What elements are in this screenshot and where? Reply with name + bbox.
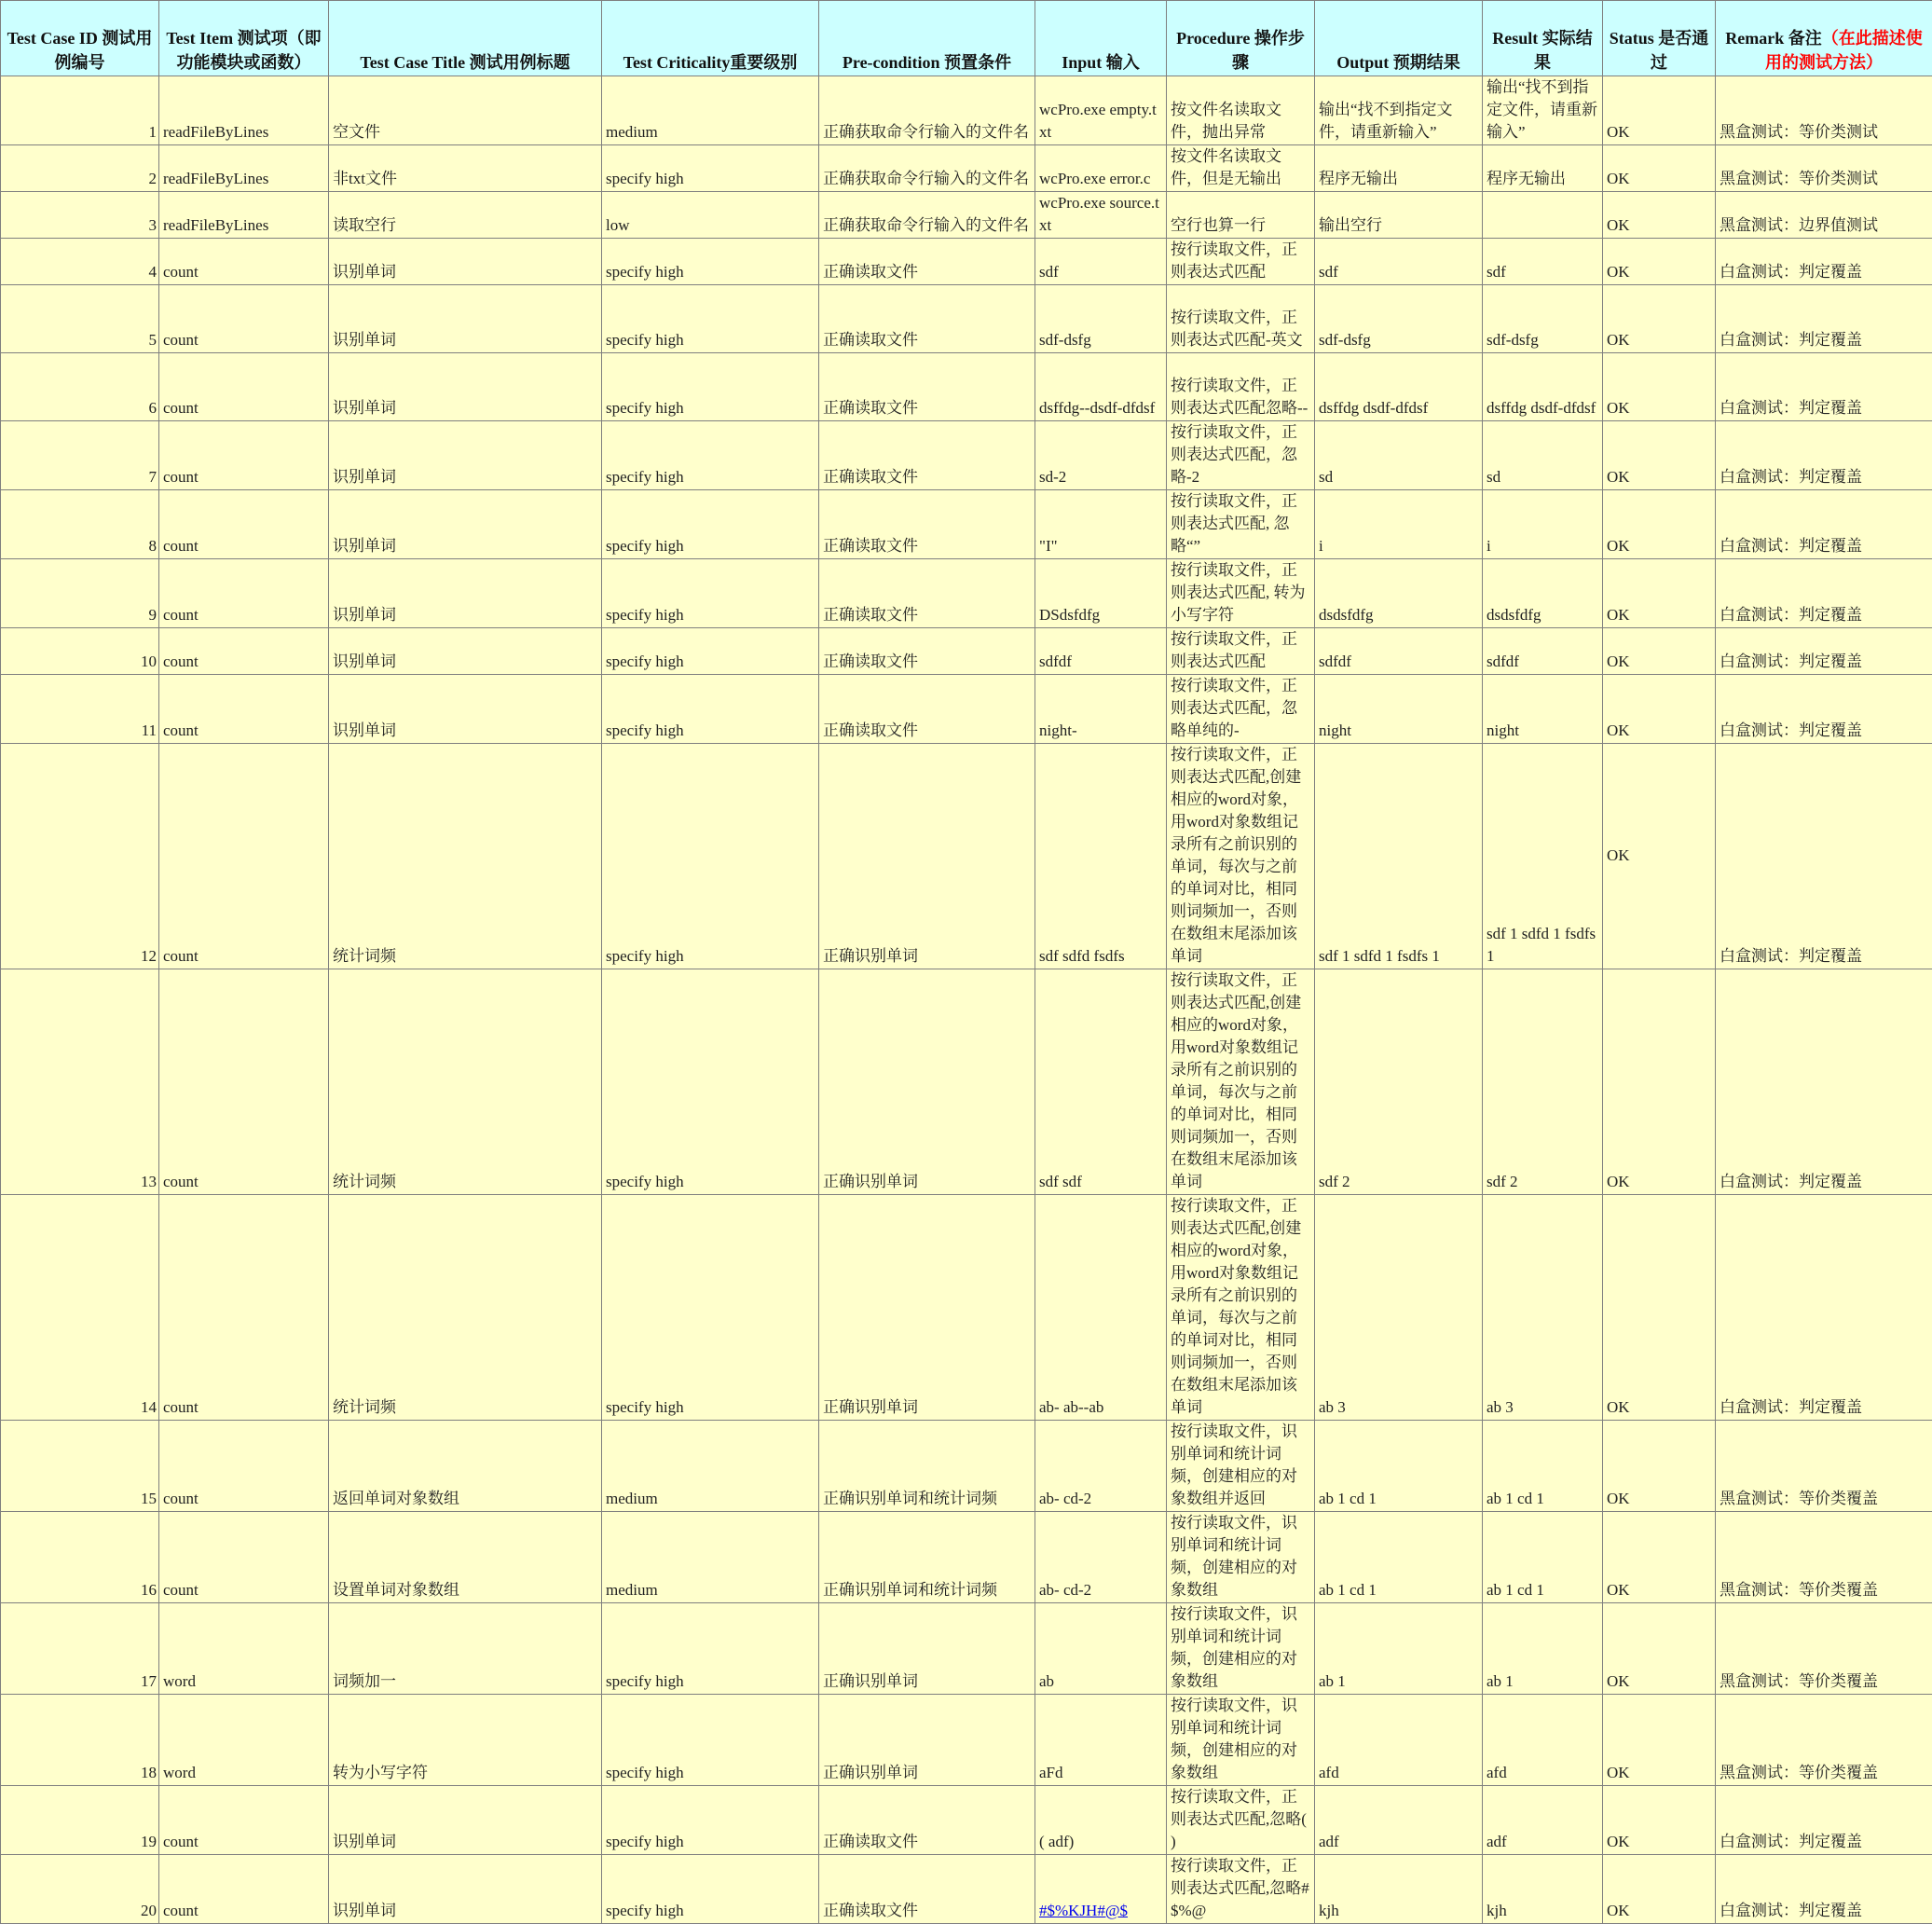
header-criticality[interactable]: Test Criticality重要级别 bbox=[602, 1, 819, 76]
cell-test-item[interactable]: count bbox=[159, 675, 329, 744]
cell-result[interactable]: dsdsfdfg bbox=[1483, 559, 1603, 628]
cell-result[interactable]: sdf bbox=[1483, 239, 1603, 285]
cell-precondition[interactable]: 正确识别单词 bbox=[819, 744, 1035, 969]
cell-test-case-id[interactable]: 5 bbox=[1, 285, 159, 353]
cell-precondition[interactable]: 正确读取文件 bbox=[819, 559, 1035, 628]
cell-input[interactable]: night- bbox=[1035, 675, 1167, 744]
cell-test-case-title[interactable]: 统计词频 bbox=[329, 969, 602, 1195]
cell-output[interactable]: 输出空行 bbox=[1315, 192, 1483, 239]
cell-status[interactable]: OK bbox=[1603, 1603, 1716, 1695]
cell-status[interactable]: OK bbox=[1603, 559, 1716, 628]
cell-remark[interactable]: 黑盒测试：等价类测试 bbox=[1716, 145, 1932, 192]
table-row bbox=[1, 285, 1932, 353]
cell-criticality[interactable]: medium bbox=[602, 1421, 819, 1512]
cell-output[interactable]: sdfdf bbox=[1315, 628, 1483, 675]
cell-test-case-title[interactable]: 识别单词 bbox=[329, 675, 602, 744]
cell-result[interactable]: ab 1 cd 1 bbox=[1483, 1512, 1603, 1603]
cell-output[interactable]: adf bbox=[1315, 1786, 1483, 1855]
cell-status[interactable]: OK bbox=[1603, 628, 1716, 675]
cell-criticality[interactable]: specify high bbox=[602, 421, 819, 490]
cell-output[interactable]: i bbox=[1315, 490, 1483, 559]
cell-input[interactable]: DSdsfdfg bbox=[1035, 559, 1167, 628]
cell-result[interactable]: sd bbox=[1483, 421, 1603, 490]
cell-remark[interactable]: 白盒测试：判定覆盖 bbox=[1716, 239, 1932, 285]
cell-criticality[interactable]: medium bbox=[602, 1512, 819, 1603]
cell-procedure[interactable]: 按行读取文件，正则表达式匹配,创建相应的word对象，用word对象数组记录所有之前识别的单词，每次与之前的单词对比，相同则词频加一，否则在数组末尾添加该单词 bbox=[1167, 1195, 1315, 1421]
header-test-item[interactable]: Test Item 测试项（即功能模块或函数） bbox=[159, 1, 329, 76]
cell-criticality[interactable]: specify high bbox=[602, 239, 819, 285]
cell-precondition[interactable]: 正确识别单词 bbox=[819, 1695, 1035, 1786]
cell-status[interactable]: OK bbox=[1603, 1421, 1716, 1512]
cell-procedure[interactable]: 按行读取文件，识别单词和统计词频，创建相应的对象数组 bbox=[1167, 1603, 1315, 1695]
cell-precondition[interactable]: 正确读取文件 bbox=[819, 239, 1035, 285]
table-row bbox=[1, 1695, 1932, 1786]
cell-result[interactable]: 输出“找不到指定文件，请重新输入” bbox=[1483, 76, 1603, 145]
cell-test-case-id[interactable]: 13 bbox=[1, 969, 159, 1195]
cell-precondition[interactable]: 正确读取文件 bbox=[819, 353, 1035, 421]
cell-test-item[interactable]: count bbox=[159, 285, 329, 353]
cell-result[interactable]: sdf 2 bbox=[1483, 969, 1603, 1195]
cell-output[interactable]: dsdsfdfg bbox=[1315, 559, 1483, 628]
cell-test-case-title[interactable]: 空文件 bbox=[329, 76, 602, 145]
cell-input[interactable]: ab- ab--ab bbox=[1035, 1195, 1167, 1421]
cell-input[interactable]: wcPro.exe source.txt bbox=[1035, 192, 1167, 239]
cell-procedure[interactable]: 按行读取文件，正则表达式匹配，忽略单纯的- bbox=[1167, 675, 1315, 744]
cell-result[interactable]: ab 1 cd 1 bbox=[1483, 1421, 1603, 1512]
cell-output[interactable]: 输出“找不到指定文件，请重新输入” bbox=[1315, 76, 1483, 145]
cell-test-case-title[interactable]: 非txt文件 bbox=[329, 145, 602, 192]
cell-test-case-title[interactable]: 识别单词 bbox=[329, 353, 602, 421]
cell-output[interactable]: 程序无输出 bbox=[1315, 145, 1483, 192]
cell-status[interactable]: OK bbox=[1603, 675, 1716, 744]
cell-test-item[interactable]: count bbox=[159, 559, 329, 628]
cell-test-case-id[interactable]: 1 bbox=[1, 76, 159, 145]
cell-remark[interactable]: 黑盒测试：等价类测试 bbox=[1716, 76, 1932, 145]
cell-test-item[interactable]: word bbox=[159, 1695, 329, 1786]
header-input[interactable]: Input 输入 bbox=[1035, 1, 1167, 76]
cell-precondition[interactable]: 正确识别单词和统计词频 bbox=[819, 1421, 1035, 1512]
cell-input[interactable]: wcPro.exe empty.txt bbox=[1035, 76, 1167, 145]
cell-status[interactable]: OK bbox=[1603, 1855, 1716, 1924]
cell-test-case-title[interactable]: 设置单词对象数组 bbox=[329, 1512, 602, 1603]
header-precondition[interactable]: Pre-condition 预置条件 bbox=[819, 1, 1035, 76]
cell-criticality[interactable]: specify high bbox=[602, 675, 819, 744]
cell-input[interactable]: ( adf) bbox=[1035, 1786, 1167, 1855]
cell-test-case-title[interactable]: 统计词频 bbox=[329, 744, 602, 969]
cell-test-case-id[interactable]: 18 bbox=[1, 1695, 159, 1786]
cell-test-case-title[interactable]: 识别单词 bbox=[329, 490, 602, 559]
cell-test-case-title[interactable]: 转为小写字符 bbox=[329, 1695, 602, 1786]
cell-input[interactable]: sdf sdf bbox=[1035, 969, 1167, 1195]
table-row bbox=[1, 239, 1932, 285]
cell-criticality[interactable]: specify high bbox=[602, 353, 819, 421]
cell-status[interactable]: OK bbox=[1603, 145, 1716, 192]
cell-criticality[interactable]: specify high bbox=[602, 1855, 819, 1924]
cell-output[interactable]: dsffdg dsdf-dfdsf bbox=[1315, 353, 1483, 421]
cell-procedure[interactable]: 按行读取文件，识别单词和统计词频，创建相应的对象数组 bbox=[1167, 1695, 1315, 1786]
cell-test-item[interactable]: count bbox=[159, 1786, 329, 1855]
cell-status[interactable]: OK bbox=[1603, 490, 1716, 559]
cell-criticality[interactable]: specify high bbox=[602, 969, 819, 1195]
cell-result[interactable]: night bbox=[1483, 675, 1603, 744]
cell-test-item[interactable]: count bbox=[159, 969, 329, 1195]
table-row bbox=[1, 353, 1932, 421]
cell-test-case-id[interactable]: 2 bbox=[1, 145, 159, 192]
cell-test-item[interactable]: count bbox=[159, 1421, 329, 1512]
cell-procedure[interactable]: 按行读取文件，正则表达式匹配，忽略-2 bbox=[1167, 421, 1315, 490]
cell-procedure[interactable]: 按行读取文件，正则表达式匹配,忽略#$%@ bbox=[1167, 1855, 1315, 1924]
cell-test-item[interactable]: count bbox=[159, 490, 329, 559]
cell-criticality[interactable]: low bbox=[602, 192, 819, 239]
cell-test-case-id[interactable]: 15 bbox=[1, 1421, 159, 1512]
cell-output[interactable]: afd bbox=[1315, 1695, 1483, 1786]
cell-test-case-id[interactable]: 19 bbox=[1, 1786, 159, 1855]
cell-procedure[interactable]: 按行读取文件，正则表达式匹配,创建相应的word对象，用word对象数组记录所有之前识别的单词，每次与之前的单词对比，相同则词频加一，否则在数组末尾添加该单词 bbox=[1167, 744, 1315, 969]
cell-input[interactable]: sdf sdfd fsdfs bbox=[1035, 744, 1167, 969]
cell-precondition[interactable]: 正确识别单词和统计词频 bbox=[819, 1512, 1035, 1603]
table-row bbox=[1, 76, 1932, 145]
cell-test-item[interactable]: count bbox=[159, 1195, 329, 1421]
cell-status[interactable]: OK bbox=[1603, 1195, 1716, 1421]
cell-remark[interactable]: 黑盒测试：等价类覆盖 bbox=[1716, 1512, 1932, 1603]
cell-remark[interactable]: 白盒测试：判定覆盖 bbox=[1716, 1855, 1932, 1924]
header-output[interactable]: Output 预期结果 bbox=[1315, 1, 1483, 76]
cell-input[interactable]: ab- cd-2 bbox=[1035, 1421, 1167, 1512]
cell-result[interactable]: kjh bbox=[1483, 1855, 1603, 1924]
cell-remark[interactable]: 白盒测试：判定覆盖 bbox=[1716, 285, 1932, 353]
cell-test-case-id[interactable]: 20 bbox=[1, 1855, 159, 1924]
cell-test-item[interactable]: readFileByLines bbox=[159, 192, 329, 239]
cell-criticality[interactable]: specify high bbox=[602, 1195, 819, 1421]
cell-test-case-title[interactable]: 返回单词对象数组 bbox=[329, 1421, 602, 1512]
cell-remark[interactable]: 白盒测试：判定覆盖 bbox=[1716, 353, 1932, 421]
cell-criticality[interactable]: specify high bbox=[602, 285, 819, 353]
cell-test-case-title[interactable]: 识别单词 bbox=[329, 559, 602, 628]
cell-result[interactable] bbox=[1483, 192, 1603, 239]
cell-output[interactable]: ab 1 bbox=[1315, 1603, 1483, 1695]
table-row bbox=[1, 145, 1932, 192]
cell-procedure[interactable]: 按文件名读取文件，抛出异常 bbox=[1167, 76, 1315, 145]
cell-precondition[interactable]: 正确读取文件 bbox=[819, 1786, 1035, 1855]
cell-test-case-id[interactable]: 9 bbox=[1, 559, 159, 628]
cell-status[interactable]: OK bbox=[1603, 969, 1716, 1195]
cell-test-case-title[interactable]: 识别单词 bbox=[329, 239, 602, 285]
table-row bbox=[1, 1603, 1932, 1695]
cell-remark[interactable]: 黑盒测试：等价类覆盖 bbox=[1716, 1421, 1932, 1512]
cell-remark[interactable]: 黑盒测试：边界值测试 bbox=[1716, 192, 1932, 239]
header-remark-main: Remark 备注 bbox=[1725, 29, 1821, 48]
cell-precondition[interactable]: 正确读取文件 bbox=[819, 490, 1035, 559]
cell-criticality[interactable]: specify high bbox=[602, 744, 819, 969]
cell-test-case-title[interactable]: 识别单词 bbox=[329, 1786, 602, 1855]
cell-status[interactable]: OK bbox=[1603, 353, 1716, 421]
cell-test-case-id[interactable]: 10 bbox=[1, 628, 159, 675]
cell-test-item[interactable]: count bbox=[159, 353, 329, 421]
cell-precondition[interactable]: 正确读取文件 bbox=[819, 285, 1035, 353]
header-remark[interactable] bbox=[1716, 1, 1932, 76]
cell-precondition[interactable]: 正确读取文件 bbox=[819, 675, 1035, 744]
cell-remark[interactable]: 白盒测试：判定覆盖 bbox=[1716, 744, 1932, 969]
cell-test-case-id[interactable]: 16 bbox=[1, 1512, 159, 1603]
cell-remark[interactable]: 白盒测试：判定覆盖 bbox=[1716, 1195, 1932, 1421]
cell-result[interactable]: i bbox=[1483, 490, 1603, 559]
cell-result[interactable]: ab 1 bbox=[1483, 1603, 1603, 1695]
cell-remark[interactable]: 白盒测试：判定覆盖 bbox=[1716, 675, 1932, 744]
cell-test-case-id[interactable]: 8 bbox=[1, 490, 159, 559]
cell-output[interactable]: night bbox=[1315, 675, 1483, 744]
cell-status[interactable]: OK bbox=[1603, 239, 1716, 285]
cell-input[interactable]: dsffdg--dsdf-dfdsf bbox=[1035, 353, 1167, 421]
cell-precondition[interactable]: 正确识别单词 bbox=[819, 1195, 1035, 1421]
table-row bbox=[1, 744, 1932, 969]
cell-test-case-id[interactable]: 12 bbox=[1, 744, 159, 969]
cell-test-case-id[interactable]: 14 bbox=[1, 1195, 159, 1421]
cell-criticality[interactable]: specify high bbox=[602, 1603, 819, 1695]
cell-test-case-title[interactable]: 识别单词 bbox=[329, 285, 602, 353]
cell-procedure[interactable]: 按行读取文件，正则表达式匹配-英文 bbox=[1167, 285, 1315, 353]
cell-test-item[interactable]: count bbox=[159, 239, 329, 285]
cell-input[interactable]: sdf bbox=[1035, 239, 1167, 285]
header-remark-note: （在此描述使用的测试方法） bbox=[1765, 29, 1923, 72]
cell-precondition[interactable]: 正确读取文件 bbox=[819, 1855, 1035, 1924]
cell-input[interactable]: aFd bbox=[1035, 1695, 1167, 1786]
cell-test-case-id[interactable]: 3 bbox=[1, 192, 159, 239]
cell-precondition[interactable]: 正确获取命令行输入的文件名 bbox=[819, 192, 1035, 239]
cell-procedure[interactable]: 按行读取文件，正则表达式匹配,创建相应的word对象，用word对象数组记录所有之前识别的单词，每次与之前的单词对比，相同则词频加一，否则在数组末尾添加该单词 bbox=[1167, 969, 1315, 1195]
cell-procedure[interactable]: 空行也算一行 bbox=[1167, 192, 1315, 239]
cell-input[interactable]: ab- cd-2 bbox=[1035, 1512, 1167, 1603]
cell-status[interactable]: OK bbox=[1603, 192, 1716, 239]
cell-remark[interactable]: 白盒测试：判定覆盖 bbox=[1716, 490, 1932, 559]
table-body bbox=[1, 76, 1932, 1924]
header-test-case-id[interactable]: Test Case ID 测试用例编号 bbox=[1, 1, 159, 76]
cell-test-case-id[interactable]: 17 bbox=[1, 1603, 159, 1695]
header-row bbox=[1, 1, 1932, 76]
cell-output[interactable]: ab 3 bbox=[1315, 1195, 1483, 1421]
cell-remark[interactable]: 白盒测试：判定覆盖 bbox=[1716, 969, 1932, 1195]
table-row bbox=[1, 969, 1932, 1195]
cell-status[interactable]: OK bbox=[1603, 285, 1716, 353]
cell-output[interactable]: ab 1 cd 1 bbox=[1315, 1421, 1483, 1512]
table-row bbox=[1, 490, 1932, 559]
cell-input[interactable]: ab bbox=[1035, 1603, 1167, 1695]
cell-output[interactable]: sdf bbox=[1315, 239, 1483, 285]
header-status[interactable]: Status 是否通过 bbox=[1603, 1, 1716, 76]
cell-test-item[interactable]: readFileByLines bbox=[159, 76, 329, 145]
cell-remark[interactable]: 白盒测试：判定覆盖 bbox=[1716, 421, 1932, 490]
cell-criticality[interactable]: specify high bbox=[602, 559, 819, 628]
cell-test-case-id[interactable]: 4 bbox=[1, 239, 159, 285]
cell-procedure[interactable]: 按行读取文件，正则表达式匹配,忽略( ) bbox=[1167, 1786, 1315, 1855]
cell-test-case-title[interactable]: 识别单词 bbox=[329, 628, 602, 675]
table-row bbox=[1, 1512, 1932, 1603]
cell-procedure[interactable]: 按行读取文件，正则表达式匹配, 转为小写字符 bbox=[1167, 559, 1315, 628]
cell-criticality[interactable]: specify high bbox=[602, 490, 819, 559]
cell-test-case-title[interactable]: 识别单词 bbox=[329, 421, 602, 490]
cell-procedure[interactable]: 按行读取文件，识别单词和统计词频，创建相应的对象数组 bbox=[1167, 1512, 1315, 1603]
cell-result[interactable]: 程序无输出 bbox=[1483, 145, 1603, 192]
cell-result[interactable]: adf bbox=[1483, 1786, 1603, 1855]
cell-test-case-id[interactable]: 6 bbox=[1, 353, 159, 421]
cell-precondition[interactable]: 正确获取命令行输入的文件名 bbox=[819, 145, 1035, 192]
table-row bbox=[1, 1855, 1932, 1924]
cell-precondition[interactable]: 正确获取命令行输入的文件名 bbox=[819, 76, 1035, 145]
cell-output[interactable]: sdf 2 bbox=[1315, 969, 1483, 1195]
cell-test-item[interactable]: word bbox=[159, 1603, 329, 1695]
cell-test-case-title[interactable]: 读取空行 bbox=[329, 192, 602, 239]
header-procedure[interactable]: Procedure 操作步骤 bbox=[1167, 1, 1315, 76]
cell-precondition[interactable]: 正确识别单词 bbox=[819, 969, 1035, 1195]
table-row bbox=[1, 1421, 1932, 1512]
cell-criticality[interactable]: specify high bbox=[602, 145, 819, 192]
cell-result[interactable]: sdf 1 sdfd 1 fsdfs 1 bbox=[1483, 744, 1603, 969]
header-result[interactable]: Result 实际结果 bbox=[1483, 1, 1603, 76]
cell-output[interactable]: kjh bbox=[1315, 1855, 1483, 1924]
cell-procedure[interactable]: 按行读取文件，正则表达式匹配 bbox=[1167, 239, 1315, 285]
cell-test-item[interactable]: count bbox=[159, 1855, 329, 1924]
table-row bbox=[1, 192, 1932, 239]
cell-test-item[interactable]: count bbox=[159, 628, 329, 675]
cell-test-case-title[interactable]: 词频加一 bbox=[329, 1603, 602, 1695]
cell-test-case-title[interactable]: 统计词频 bbox=[329, 1195, 602, 1421]
cell-status[interactable]: OK bbox=[1603, 76, 1716, 145]
cell-precondition[interactable]: 正确读取文件 bbox=[819, 628, 1035, 675]
cell-criticality[interactable]: specify high bbox=[602, 1786, 819, 1855]
cell-procedure[interactable]: 按文件名读取文件，但是无输出 bbox=[1167, 145, 1315, 192]
cell-test-case-id[interactable]: 7 bbox=[1, 421, 159, 490]
cell-result[interactable]: dsffdg dsdf-dfdsf bbox=[1483, 353, 1603, 421]
cell-result[interactable]: sdf-dsfg bbox=[1483, 285, 1603, 353]
cell-result[interactable]: afd bbox=[1483, 1695, 1603, 1786]
table-row bbox=[1, 1195, 1932, 1421]
cell-status[interactable]: OK bbox=[1603, 1512, 1716, 1603]
cell-test-item[interactable]: readFileByLines bbox=[159, 145, 329, 192]
cell-test-item[interactable]: count bbox=[159, 421, 329, 490]
cell-input[interactable]: sd-2 bbox=[1035, 421, 1167, 490]
cell-procedure[interactable]: 按行读取文件，正则表达式匹配, 忽略“” bbox=[1167, 490, 1315, 559]
table-row bbox=[1, 1786, 1932, 1855]
cell-remark[interactable]: 黑盒测试：等价类覆盖 bbox=[1716, 1603, 1932, 1695]
cell-status[interactable]: OK bbox=[1603, 1786, 1716, 1855]
table-row bbox=[1, 675, 1932, 744]
cell-remark[interactable]: 白盒测试：判定覆盖 bbox=[1716, 1786, 1932, 1855]
cell-result[interactable]: sdfdf bbox=[1483, 628, 1603, 675]
cell-status[interactable]: OK bbox=[1603, 744, 1716, 969]
cell-output[interactable]: sdf-dsfg bbox=[1315, 285, 1483, 353]
cell-input[interactable]: sdf-dsfg bbox=[1035, 285, 1167, 353]
cell-remark[interactable]: 黑盒测试：等价类覆盖 bbox=[1716, 1695, 1932, 1786]
cell-remark[interactable]: 白盒测试：判定覆盖 bbox=[1716, 628, 1932, 675]
cell-criticality[interactable]: medium bbox=[602, 76, 819, 145]
cell-precondition[interactable]: 正确识别单词 bbox=[819, 1603, 1035, 1695]
cell-result[interactable]: ab 3 bbox=[1483, 1195, 1603, 1421]
cell-remark[interactable]: 白盒测试：判定覆盖 bbox=[1716, 559, 1932, 628]
cell-input[interactable]: sdfdf bbox=[1035, 628, 1167, 675]
table-row bbox=[1, 628, 1932, 675]
cell-test-item[interactable]: count bbox=[159, 744, 329, 969]
cell-input[interactable]: "I" bbox=[1035, 490, 1167, 559]
cell-output[interactable]: sd bbox=[1315, 421, 1483, 490]
cell-criticality[interactable]: specify high bbox=[602, 628, 819, 675]
cell-criticality[interactable]: specify high bbox=[602, 1695, 819, 1786]
cell-test-item[interactable]: count bbox=[159, 1512, 329, 1603]
table-row bbox=[1, 421, 1932, 490]
cell-precondition[interactable]: 正确读取文件 bbox=[819, 421, 1035, 490]
header-test-case-title[interactable]: Test Case Title 测试用例标题 bbox=[329, 1, 602, 76]
cell-test-case-id[interactable]: 11 bbox=[1, 675, 159, 744]
cell-procedure[interactable]: 按行读取文件，识别单词和统计词频，创建相应的对象数组并返回 bbox=[1167, 1421, 1315, 1512]
cell-input[interactable]: #$%KJH#@$ bbox=[1035, 1855, 1167, 1924]
table-row bbox=[1, 559, 1932, 628]
cell-input[interactable]: wcPro.exe error.c bbox=[1035, 145, 1167, 192]
cell-test-case-title[interactable]: 识别单词 bbox=[329, 1855, 602, 1924]
cell-output[interactable]: ab 1 cd 1 bbox=[1315, 1512, 1483, 1603]
cell-output[interactable]: sdf 1 sdfd 1 fsdfs 1 bbox=[1315, 744, 1483, 969]
cell-status[interactable]: OK bbox=[1603, 421, 1716, 490]
cell-procedure[interactable]: 按行读取文件，正则表达式匹配 bbox=[1167, 628, 1315, 675]
cell-status[interactable]: OK bbox=[1603, 1695, 1716, 1786]
cell-procedure[interactable]: 按行读取文件，正则表达式匹配忽略-- bbox=[1167, 353, 1315, 421]
